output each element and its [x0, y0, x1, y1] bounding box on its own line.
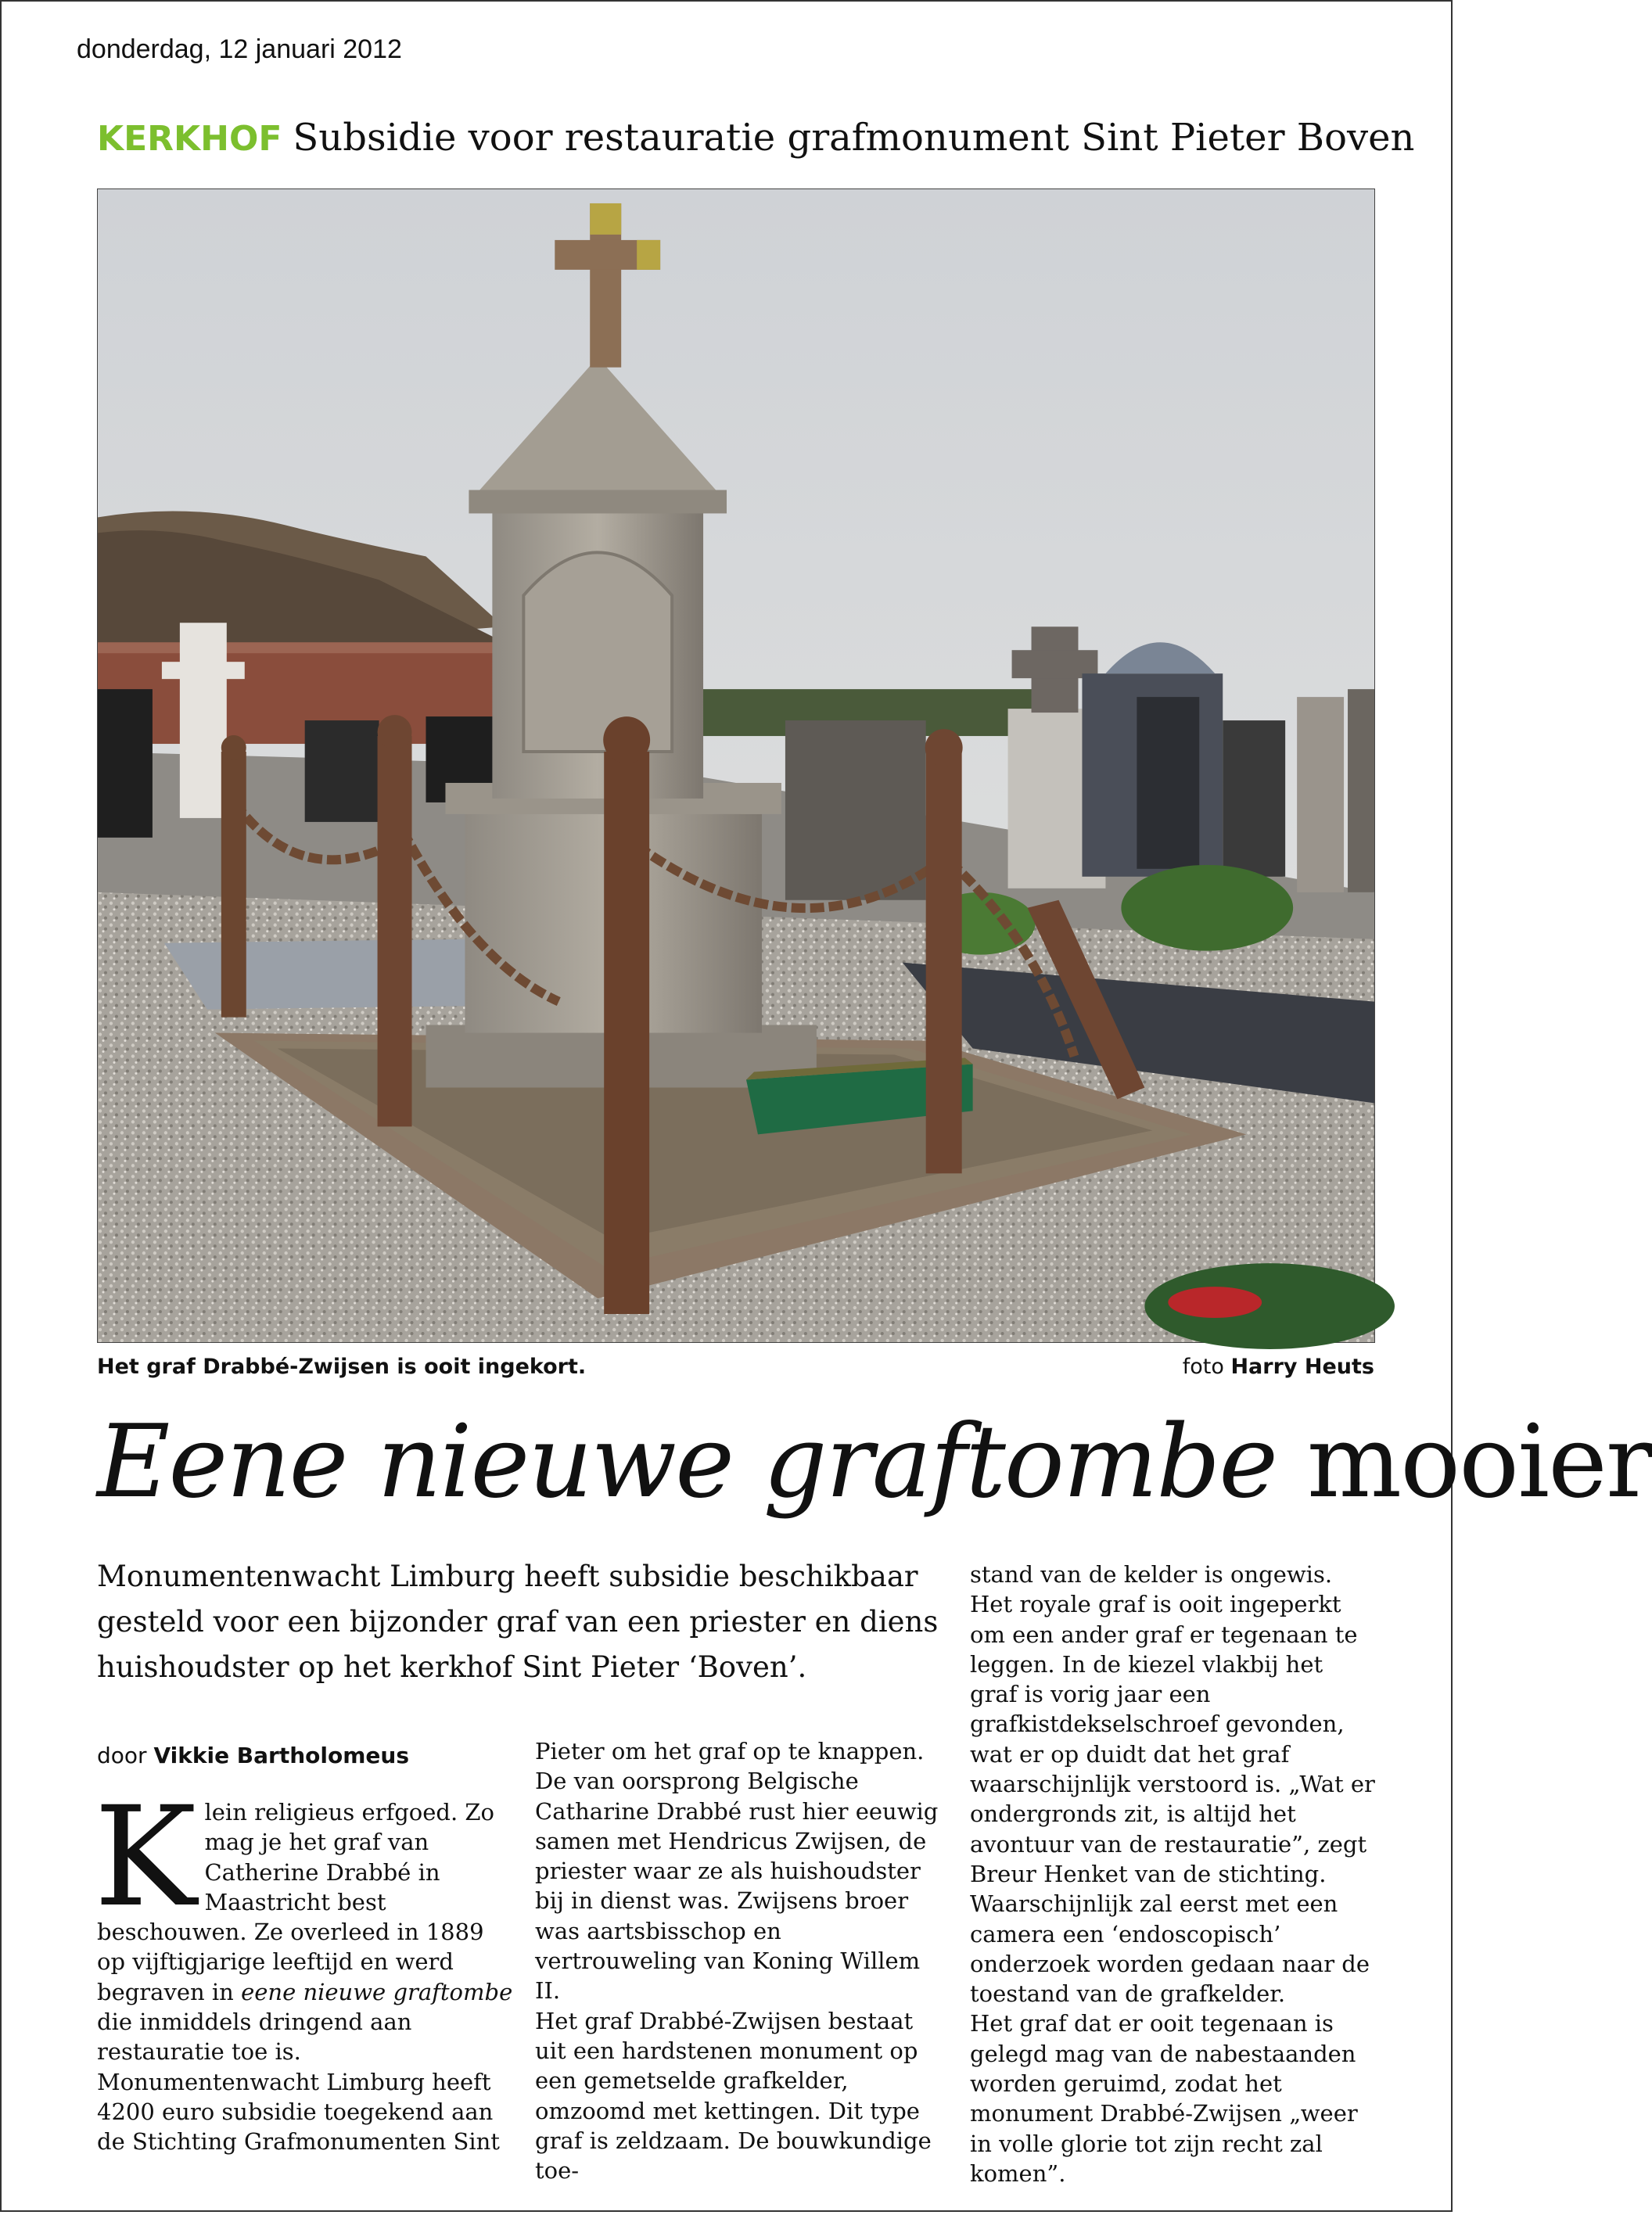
cemetery-photo-illustration — [98, 189, 1374, 1342]
section-header — [97, 116, 1414, 160]
article-photo — [97, 188, 1375, 1343]
col1-text-a: lein religieus erfgoed. Zo mag je het graf van Catherine Drabbé in Maastricht best beschouwen. Ze overleed in 1889 op vijftigjarige leeftijd en werd begraven in — [97, 1799, 494, 2005]
col3-paragraph-2: Het graf dat er ooit tegenaan is gelegd mag van de nabestaanden worden geruimd, zodat het monument Drabbé-Zwijsen „weer in volle glorie tot zijn recht zal komen”. — [970, 2010, 1358, 2187]
col3-paragraph-1: stand van de kelder is ongewis. Het royale graf is ooit ingeperkt om een ander graf er tegenaan te leggen. In de kiezel vlakbij het graf is vorig jaar een grafkistdekselschroef gevonden, wat er op duidt dat het graf waarschijnlijk verstoord is. „Wat er ondergronds zit, is altijd het avontuur van de restauratie”, zegt Breur Henket van de stichting. Waarschijnlijk zal eerst met een camera een ‘endoscopisch’ onderzoek worden gedaan naar de toestand van de grafkelder. — [970, 1561, 1375, 2008]
photo-credit-name: Harry Heuts — [1230, 1355, 1374, 1379]
photo-caption: Het graf Drabbé-Zwijsen is ooit ingekort. — [97, 1355, 587, 1379]
col2-paragraph-1: Pieter om het graf op te knappen. De van oorsprong Belgische Catharine Drabbé rust hier eeuwig samen met Hendricus Zwijsen, de priester waar ze als huishoudster bij in dienst was. Zwijsens broer was aartsbisschop en vertrouweling van Koning Willem II. — [535, 1738, 939, 2005]
col1-italic-phrase: eene nieuwe graftombe — [241, 1978, 513, 2005]
headline-roman: mooier — [1306, 1404, 1652, 1520]
body-column-1 — [94, 1777, 513, 2157]
byline — [97, 1743, 409, 1768]
photo-credit — [1183, 1355, 1374, 1379]
body-column-2 — [535, 1736, 942, 2185]
col1-text-b: die inmiddels dringend aan restauratie toe is. Monumentenwacht Limburg heeft 4200 euro subsidie toegekend aan de Stichting Grafmonumenten Sint — [97, 2009, 500, 2156]
col2-paragraph-2: Het graf Drabbé-Zwijsen bestaat uit een hardstenen monument op een gemetselde grafkelder, omzoomd met kettingen. Dit type graf is zeldzaam. De bouwkundige toe- — [535, 2007, 932, 2184]
headline-italic: Eene nieuwe graftombe — [97, 1404, 1277, 1520]
article-intro: Monumentenwacht Limburg heeft subsidie beschikbaar gesteld voor een bijzonder graf van een priester en diens huishoudster op het kerkhof Sint Pieter ‘Boven’. — [97, 1560, 939, 1684]
section-kicker: KERKHOF — [97, 119, 282, 159]
body-column-3 — [970, 1560, 1377, 2188]
byline-author: Vikkie Bartholomeus — [153, 1743, 410, 1768]
byline-prefix: door — [97, 1743, 147, 1768]
photo-credit-prefix: foto — [1182, 1355, 1224, 1379]
publication-date: donderdag, 12 januari 2012 — [77, 34, 402, 64]
article-headline — [97, 1404, 1652, 1520]
drop-cap: K — [94, 1777, 197, 1937]
section-title: Subsidie voor restauratie grafmonument Sint Pieter Boven — [293, 116, 1415, 160]
